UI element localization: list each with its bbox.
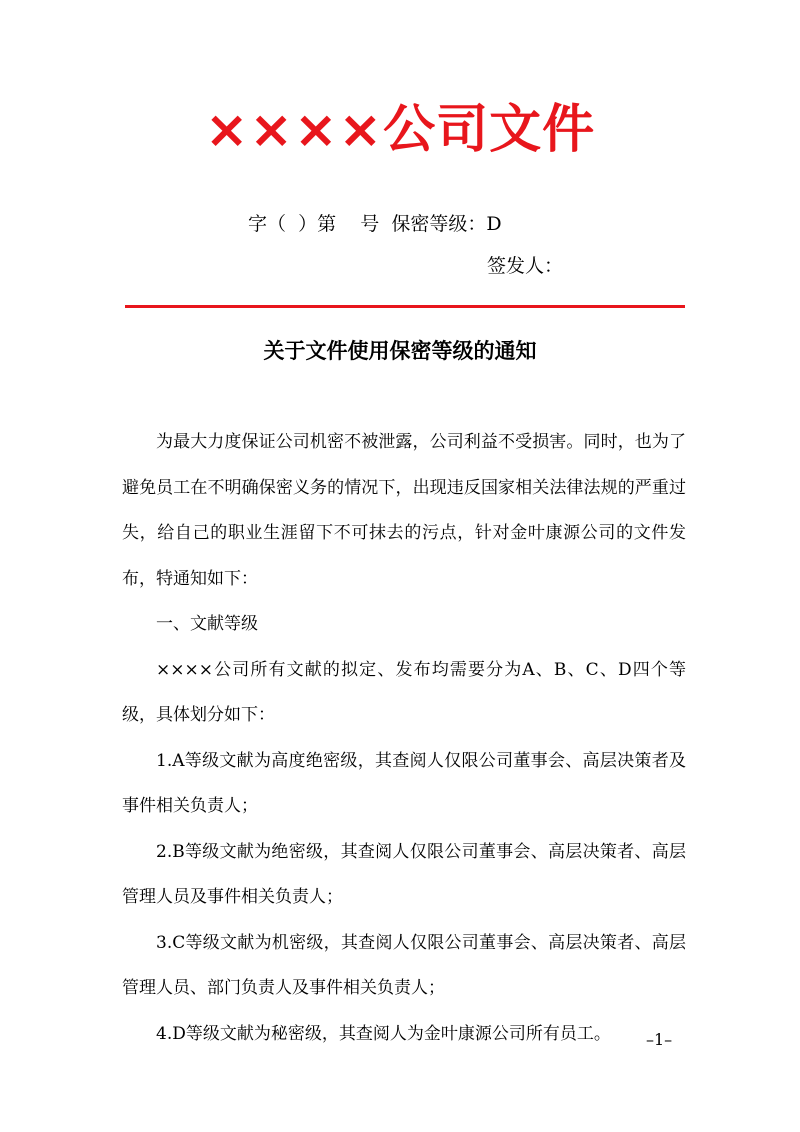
level-b-paragraph: 2.B等级文献为绝密级，其查阅人仅限公司董事会、高层决策者、高层管理人员及事件相关负责人；	[122, 841, 686, 907]
level-a-paragraph: 1.A等级文献为高度绝密级，其查阅人仅限公司董事会、高层决策者及事件相关负责人；	[122, 750, 686, 816]
document-number-line: 字（ ）第 号 保密等级：D	[248, 213, 502, 235]
document-body	[122, 420, 686, 1057]
red-header-title: ××××公司文件	[204, 100, 596, 160]
level-d-paragraph: 4.D等级文献为秘密级，其查阅人为金叶康源公司所有员工。	[156, 1023, 611, 1044]
page-number: –1–	[646, 1030, 673, 1049]
red-divider-line	[125, 305, 685, 308]
section-heading: 一、文献等级	[156, 614, 258, 634]
intro-paragraph: 为最大力度保证公司机密不被泄露，公司利益不受损害。同时，也为了避免员工在不明确保密义务的情况下，出现违反国家相关法律法规的严重过失，给自己的职业生涯留下不可抹去的污点，针对金叶康源公司的文件发布，特通知如下：	[122, 432, 686, 589]
levels-paragraph: ××××公司所有文献的拟定、发布均需要分为A、B、C、D四个等级，具体划分如下：	[122, 659, 686, 725]
notice-title: 关于文件使用保密等级的通知	[263, 339, 537, 363]
level-c-paragraph: 3.C等级文献为机密级，其查阅人仅限公司董事会、高层决策者、高层管理人员、部门负责人及事件相关负责人；	[122, 932, 686, 998]
signer-line: 签发人：	[487, 255, 564, 277]
